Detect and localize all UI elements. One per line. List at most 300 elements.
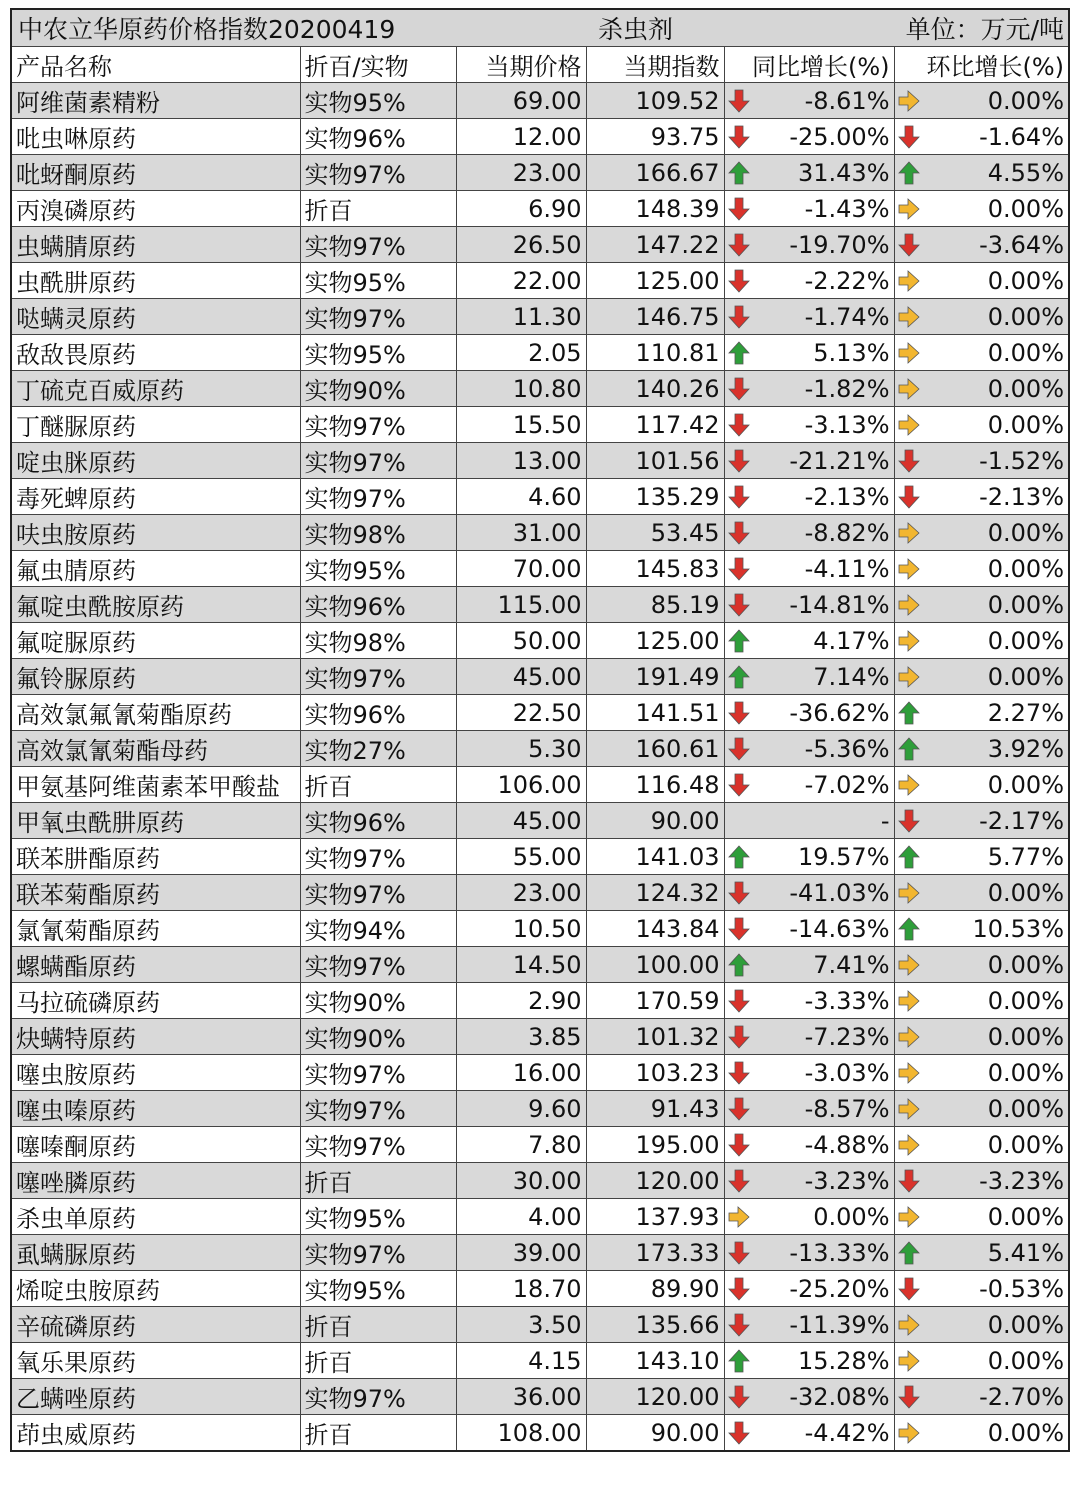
cell-name: 噻虫嗪原药: [12, 1091, 300, 1127]
cell-name: 联苯菊酯原药: [12, 875, 300, 911]
table-row: [12, 1379, 1068, 1415]
arrow-down-icon: [728, 881, 750, 905]
cell-yoy-value: -7.02%: [804, 770, 890, 799]
cell-price: 69.00: [456, 83, 586, 119]
cell-price: 108.00: [456, 1415, 586, 1451]
cell-name: 高效氯氟氰菊酯原药: [12, 695, 300, 731]
cell-index: 101.56: [586, 443, 724, 479]
arrow-right-icon: [898, 269, 920, 293]
cell-yoy-value: -3.03%: [804, 1058, 890, 1087]
cell-yoy-value: -32.08%: [789, 1382, 890, 1411]
cell-yoy: [724, 587, 894, 623]
cell-yoy-value: -13.33%: [789, 1238, 890, 1267]
cell-name: 敌敌畏原药: [12, 335, 300, 371]
cell-yoy-value: -7.23%: [804, 1022, 890, 1051]
table-row: [12, 1091, 1068, 1127]
cell-mom-value: -2.70%: [979, 1382, 1064, 1411]
cell-yoy: [724, 83, 894, 119]
arrow-down-icon: [728, 593, 750, 617]
cell-index: 166.67: [586, 155, 724, 191]
cell-price: 70.00: [456, 551, 586, 587]
cell-mom-value: 0.00%: [987, 1346, 1064, 1375]
cell-index: 117.42: [586, 407, 724, 443]
table-row: [12, 1307, 1068, 1343]
cell-yoy-value: -5.36%: [804, 734, 890, 763]
cell-mom: [894, 731, 1068, 767]
cell-yoy: [724, 263, 894, 299]
cell-spec: 折百: [300, 1343, 456, 1379]
cell-yoy: [724, 1379, 894, 1415]
cell-mom-value: 0.00%: [987, 266, 1064, 295]
cell-yoy: [724, 1127, 894, 1163]
cell-mom: [894, 947, 1068, 983]
arrow-down-icon: [728, 917, 750, 941]
arrow-up-icon: [898, 1241, 920, 1265]
cell-price: 9.60: [456, 1091, 586, 1127]
cell-mom-value: -3.23%: [979, 1166, 1064, 1195]
cell-name: 丙溴磷原药: [12, 191, 300, 227]
cell-mom: [894, 119, 1068, 155]
cell-yoy: [724, 947, 894, 983]
cell-name: 氯氰菊酯原药: [12, 911, 300, 947]
arrow-up-icon: [728, 629, 750, 653]
cell-mom: [894, 659, 1068, 695]
cell-index: 91.43: [586, 1091, 724, 1127]
cell-mom: [894, 371, 1068, 407]
cell-mom-value: 0.00%: [987, 770, 1064, 799]
cell-yoy: [724, 659, 894, 695]
cell-price: 5.30: [456, 731, 586, 767]
arrow-down-icon: [898, 449, 920, 473]
cell-mom: [894, 407, 1068, 443]
arrow-down-icon: [728, 269, 750, 293]
cell-index: 101.32: [586, 1019, 724, 1055]
cell-price: 30.00: [456, 1163, 586, 1199]
cell-spec: 实物97%: [300, 875, 456, 911]
cell-index: 103.23: [586, 1055, 724, 1091]
cell-name: 茚虫威原药: [12, 1415, 300, 1451]
table-row: [12, 83, 1068, 119]
cell-mom-value: 5.41%: [987, 1238, 1064, 1267]
cell-yoy-value: 15.28%: [797, 1346, 890, 1375]
cell-spec: 实物97%: [300, 1055, 456, 1091]
arrow-right-icon: [898, 1205, 920, 1229]
arrow-down-icon: [728, 1133, 750, 1157]
arrow-down-icon: [728, 773, 750, 797]
cell-price: 115.00: [456, 587, 586, 623]
cell-price: 55.00: [456, 839, 586, 875]
cell-spec: 实物97%: [300, 479, 456, 515]
cell-spec: 实物97%: [300, 299, 456, 335]
cell-index: 195.00: [586, 1127, 724, 1163]
table-row: [12, 803, 1068, 839]
cell-yoy: [724, 551, 894, 587]
arrow-right-icon: [898, 377, 920, 401]
col-header-name: 产品名称: [12, 47, 300, 83]
cell-mom: [894, 803, 1068, 839]
arrow-right-icon: [898, 1061, 920, 1085]
arrow-down-icon: [728, 1169, 750, 1193]
cell-yoy-value: -4.88%: [804, 1130, 890, 1159]
table-row: [12, 623, 1068, 659]
cell-mom: [894, 839, 1068, 875]
cell-index: 160.61: [586, 731, 724, 767]
cell-mom-value: -2.17%: [979, 806, 1064, 835]
cell-mom-value: 0.00%: [987, 1130, 1064, 1159]
arrow-down-icon: [728, 701, 750, 725]
table-row: [12, 551, 1068, 587]
cell-index: 148.39: [586, 191, 724, 227]
arrow-down-icon: [728, 1097, 750, 1121]
cell-index: 135.66: [586, 1307, 724, 1343]
cell-index: 145.83: [586, 551, 724, 587]
cell-mom: [894, 443, 1068, 479]
arrow-down-icon: [728, 125, 750, 149]
cell-mom: [894, 1271, 1068, 1307]
cell-index: 170.59: [586, 983, 724, 1019]
table-row: [12, 479, 1068, 515]
cell-yoy-value: 0.00%: [813, 1202, 890, 1231]
cell-yoy-value: -14.81%: [789, 590, 890, 619]
cell-spec: 实物97%: [300, 407, 456, 443]
cell-mom-value: -2.13%: [979, 482, 1064, 511]
cell-mom-value: 0.00%: [987, 1058, 1064, 1087]
cell-index: 90.00: [586, 1415, 724, 1451]
table-row: [12, 695, 1068, 731]
table-row: [12, 1055, 1068, 1091]
cell-mom: [894, 479, 1068, 515]
cell-name: 噻嗪酮原药: [12, 1127, 300, 1163]
cell-mom-value: 0.00%: [987, 1310, 1064, 1339]
cell-mom-value: 5.77%: [987, 842, 1064, 871]
cell-price: 26.50: [456, 227, 586, 263]
cell-mom: [894, 1163, 1068, 1199]
table-row: [12, 263, 1068, 299]
arrow-down-icon: [898, 1277, 920, 1301]
arrow-right-icon: [898, 629, 920, 653]
cell-index: 173.33: [586, 1235, 724, 1271]
arrow-right-icon: [898, 521, 920, 545]
cell-yoy-value: 5.13%: [813, 338, 890, 367]
cell-yoy-value: -14.63%: [789, 914, 890, 943]
table-row: [12, 119, 1068, 155]
arrow-right-icon: [898, 1313, 920, 1337]
cell-price: 22.00: [456, 263, 586, 299]
cell-spec: 折百: [300, 191, 456, 227]
cell-mom-value: 0.00%: [987, 590, 1064, 619]
cell-name: 马拉硫磷原药: [12, 983, 300, 1019]
arrow-down-icon: [898, 485, 920, 509]
cell-mom: [894, 1019, 1068, 1055]
cell-yoy: [724, 1343, 894, 1379]
cell-spec: 实物97%: [300, 1091, 456, 1127]
arrow-up-icon: [898, 701, 920, 725]
cell-yoy: [724, 227, 894, 263]
arrow-up-icon: [898, 737, 920, 761]
cell-spec: 实物94%: [300, 911, 456, 947]
cell-spec: 实物97%: [300, 947, 456, 983]
cell-mom: [894, 1307, 1068, 1343]
cell-yoy-value: -41.03%: [789, 878, 890, 907]
arrow-right-icon: [898, 953, 920, 977]
cell-price: 3.50: [456, 1307, 586, 1343]
cell-index: 120.00: [586, 1163, 724, 1199]
cell-mom-value: 0.00%: [987, 1418, 1064, 1447]
arrow-right-icon: [898, 989, 920, 1013]
cell-spec: 实物95%: [300, 263, 456, 299]
cell-index: 109.52: [586, 83, 724, 119]
cell-mom-value: -3.64%: [979, 230, 1064, 259]
cell-spec: 折百: [300, 1415, 456, 1451]
arrow-up-icon: [898, 917, 920, 941]
cell-spec: 实物97%: [300, 155, 456, 191]
cell-yoy-value: -2.22%: [804, 266, 890, 295]
cell-yoy: [724, 1091, 894, 1127]
cell-yoy: [724, 1415, 894, 1451]
cell-mom-value: 0.00%: [987, 194, 1064, 223]
cell-mom: [894, 191, 1068, 227]
cell-price: 4.60: [456, 479, 586, 515]
header-row: [12, 47, 1068, 83]
cell-index: 147.22: [586, 227, 724, 263]
arrow-up-icon: [728, 845, 750, 869]
cell-mom: [894, 767, 1068, 803]
cell-yoy-value: -8.61%: [804, 86, 890, 115]
cell-price: 12.00: [456, 119, 586, 155]
cell-yoy: [724, 1307, 894, 1343]
cell-spec: 实物97%: [300, 227, 456, 263]
cell-mom: [894, 155, 1068, 191]
arrow-down-icon: [898, 125, 920, 149]
col-header-yoy: 同比增长(%): [724, 47, 894, 83]
cell-mom: [894, 263, 1068, 299]
arrow-up-icon: [898, 161, 920, 185]
arrow-down-icon: [898, 809, 920, 833]
cell-price: 11.30: [456, 299, 586, 335]
cell-yoy-value: -4.42%: [804, 1418, 890, 1447]
cell-yoy: [724, 335, 894, 371]
cell-spec: 实物97%: [300, 1127, 456, 1163]
cell-mom: [894, 1415, 1068, 1451]
cell-mom: [894, 227, 1068, 263]
table-row: [12, 587, 1068, 623]
cell-spec: 实物96%: [300, 695, 456, 731]
cell-price: 4.00: [456, 1199, 586, 1235]
arrow-up-icon: [898, 845, 920, 869]
cell-price: 36.00: [456, 1379, 586, 1415]
table-row: [12, 335, 1068, 371]
arrow-down-icon: [728, 1277, 750, 1301]
arrow-up-icon: [728, 1349, 750, 1373]
cell-name: 辛硫磷原药: [12, 1307, 300, 1343]
cell-mom-value: 10.53%: [972, 914, 1064, 943]
cell-price: 45.00: [456, 803, 586, 839]
cell-name: 噻唑膦原药: [12, 1163, 300, 1199]
cell-index: 125.00: [586, 623, 724, 659]
table-row: [12, 443, 1068, 479]
title-row: [12, 10, 1068, 47]
cell-yoy: [724, 1055, 894, 1091]
cell-name: 丁硫克百威原药: [12, 371, 300, 407]
arrow-right-icon: [728, 1205, 750, 1229]
cell-price: 2.90: [456, 983, 586, 1019]
cell-mom: [894, 299, 1068, 335]
cell-name: 高效氯氰菊酯母药: [12, 731, 300, 767]
cell-index: 137.93: [586, 1199, 724, 1235]
arrow-right-icon: [898, 1349, 920, 1373]
cell-name: 乙螨唑原药: [12, 1379, 300, 1415]
arrow-down-icon: [728, 1025, 750, 1049]
cell-yoy: [724, 1163, 894, 1199]
cell-yoy: [724, 1235, 894, 1271]
cell-yoy-value: 19.57%: [797, 842, 890, 871]
cell-spec: 实物98%: [300, 623, 456, 659]
cell-price: 23.00: [456, 875, 586, 911]
cell-yoy: [724, 371, 894, 407]
cell-yoy-value: 7.14%: [813, 662, 890, 691]
cell-price: 15.50: [456, 407, 586, 443]
cell-mom-value: 0.00%: [987, 1202, 1064, 1231]
arrow-right-icon: [898, 593, 920, 617]
cell-mom: [894, 1343, 1068, 1379]
cell-mom-value: -0.53%: [979, 1274, 1064, 1303]
cell-yoy-value: -36.62%: [789, 698, 890, 727]
arrow-down-icon: [728, 1421, 750, 1445]
cell-yoy: [724, 515, 894, 551]
cell-yoy: [724, 767, 894, 803]
cell-price: 18.70: [456, 1271, 586, 1307]
cell-price: 39.00: [456, 1235, 586, 1271]
cell-price: 50.00: [456, 623, 586, 659]
arrow-down-icon: [728, 305, 750, 329]
cell-name: 氟啶虫酰胺原药: [12, 587, 300, 623]
cell-yoy-value: 31.43%: [797, 158, 890, 187]
cell-spec: 实物96%: [300, 803, 456, 839]
cell-yoy: [724, 839, 894, 875]
arrow-right-icon: [898, 665, 920, 689]
table-row: [12, 227, 1068, 263]
cell-index: 191.49: [586, 659, 724, 695]
cell-price: 45.00: [456, 659, 586, 695]
cell-mom-value: -1.52%: [979, 446, 1064, 475]
cell-name: 氧乐果原药: [12, 1343, 300, 1379]
arrow-down-icon: [728, 1385, 750, 1409]
cell-yoy-value: -8.82%: [804, 518, 890, 547]
cell-spec: 实物97%: [300, 839, 456, 875]
cell-mom: [894, 335, 1068, 371]
cell-spec: 实物97%: [300, 659, 456, 695]
cell-yoy-value: -1.74%: [804, 302, 890, 331]
cell-price: 3.85: [456, 1019, 586, 1055]
cell-spec: 实物97%: [300, 1235, 456, 1271]
arrow-down-icon: [898, 1385, 920, 1409]
cell-spec: 折百: [300, 1163, 456, 1199]
cell-index: 85.19: [586, 587, 724, 623]
cell-yoy-value: 4.17%: [813, 626, 890, 655]
cell-spec: 实物90%: [300, 371, 456, 407]
cell-mom-value: 0.00%: [987, 986, 1064, 1015]
cell-index: 140.26: [586, 371, 724, 407]
cell-mom-value: 0.00%: [987, 1094, 1064, 1123]
cell-spec: 实物90%: [300, 1019, 456, 1055]
cell-mom-value: 0.00%: [987, 374, 1064, 403]
cell-mom: [894, 587, 1068, 623]
cell-mom: [894, 911, 1068, 947]
cell-yoy: [724, 983, 894, 1019]
arrow-down-icon: [898, 233, 920, 257]
arrow-right-icon: [898, 1133, 920, 1157]
price-table: [12, 47, 1068, 1450]
cell-yoy: [724, 1019, 894, 1055]
arrow-down-icon: [728, 197, 750, 221]
cell-mom-value: 2.27%: [987, 698, 1064, 727]
cell-mom: [894, 1055, 1068, 1091]
cell-name: 吡虫啉原药: [12, 119, 300, 155]
col-header-spec: 折百/实物: [300, 47, 456, 83]
arrow-down-icon: [728, 377, 750, 401]
cell-price: 7.80: [456, 1127, 586, 1163]
cell-price: 106.00: [456, 767, 586, 803]
arrow-right-icon: [898, 1421, 920, 1445]
table-row: [12, 191, 1068, 227]
table-row: [12, 299, 1068, 335]
arrow-right-icon: [898, 881, 920, 905]
cell-yoy: [724, 443, 894, 479]
cell-index: 120.00: [586, 1379, 724, 1415]
table-row: [12, 1019, 1068, 1055]
cell-name: 杀虫单原药: [12, 1199, 300, 1235]
cell-index: 125.00: [586, 263, 724, 299]
cell-mom-value: 0.00%: [987, 1022, 1064, 1051]
cell-yoy-value: -3.13%: [804, 410, 890, 439]
cell-name: 毒死蜱原药: [12, 479, 300, 515]
cell-mom: [894, 515, 1068, 551]
table-row: [12, 1271, 1068, 1307]
cell-yoy: [724, 299, 894, 335]
cell-spec: 实物96%: [300, 587, 456, 623]
cell-yoy: [724, 623, 894, 659]
sheet-title: 中农立华原药价格指数20200419: [18, 15, 396, 44]
cell-yoy: [724, 731, 894, 767]
cell-spec: 实物95%: [300, 83, 456, 119]
arrow-down-icon: [728, 449, 750, 473]
cell-yoy: [724, 155, 894, 191]
cell-mom-value: 0.00%: [987, 86, 1064, 115]
table-row: [12, 839, 1068, 875]
cell-index: 110.81: [586, 335, 724, 371]
table-row: [12, 1415, 1068, 1451]
cell-mom-value: 0.00%: [987, 338, 1064, 367]
cell-mom: [894, 1235, 1068, 1271]
cell-mom: [894, 551, 1068, 587]
cell-index: 143.10: [586, 1343, 724, 1379]
table-row: [12, 911, 1068, 947]
table-row: [12, 1199, 1068, 1235]
cell-yoy-value: -3.33%: [804, 986, 890, 1015]
table-row: [12, 875, 1068, 911]
cell-index: 146.75: [586, 299, 724, 335]
cell-name: 噻虫胺原药: [12, 1055, 300, 1091]
cell-index: 89.90: [586, 1271, 724, 1307]
cell-name: 虫酰肼原药: [12, 263, 300, 299]
cell-mom: [894, 1199, 1068, 1235]
cell-mom-value: 4.55%: [987, 158, 1064, 187]
cell-yoy-value: -8.57%: [804, 1094, 890, 1123]
cell-name: 呋虫胺原药: [12, 515, 300, 551]
cell-name: 丁醚脲原药: [12, 407, 300, 443]
cell-yoy: [724, 695, 894, 731]
cell-spec: 实物95%: [300, 551, 456, 587]
